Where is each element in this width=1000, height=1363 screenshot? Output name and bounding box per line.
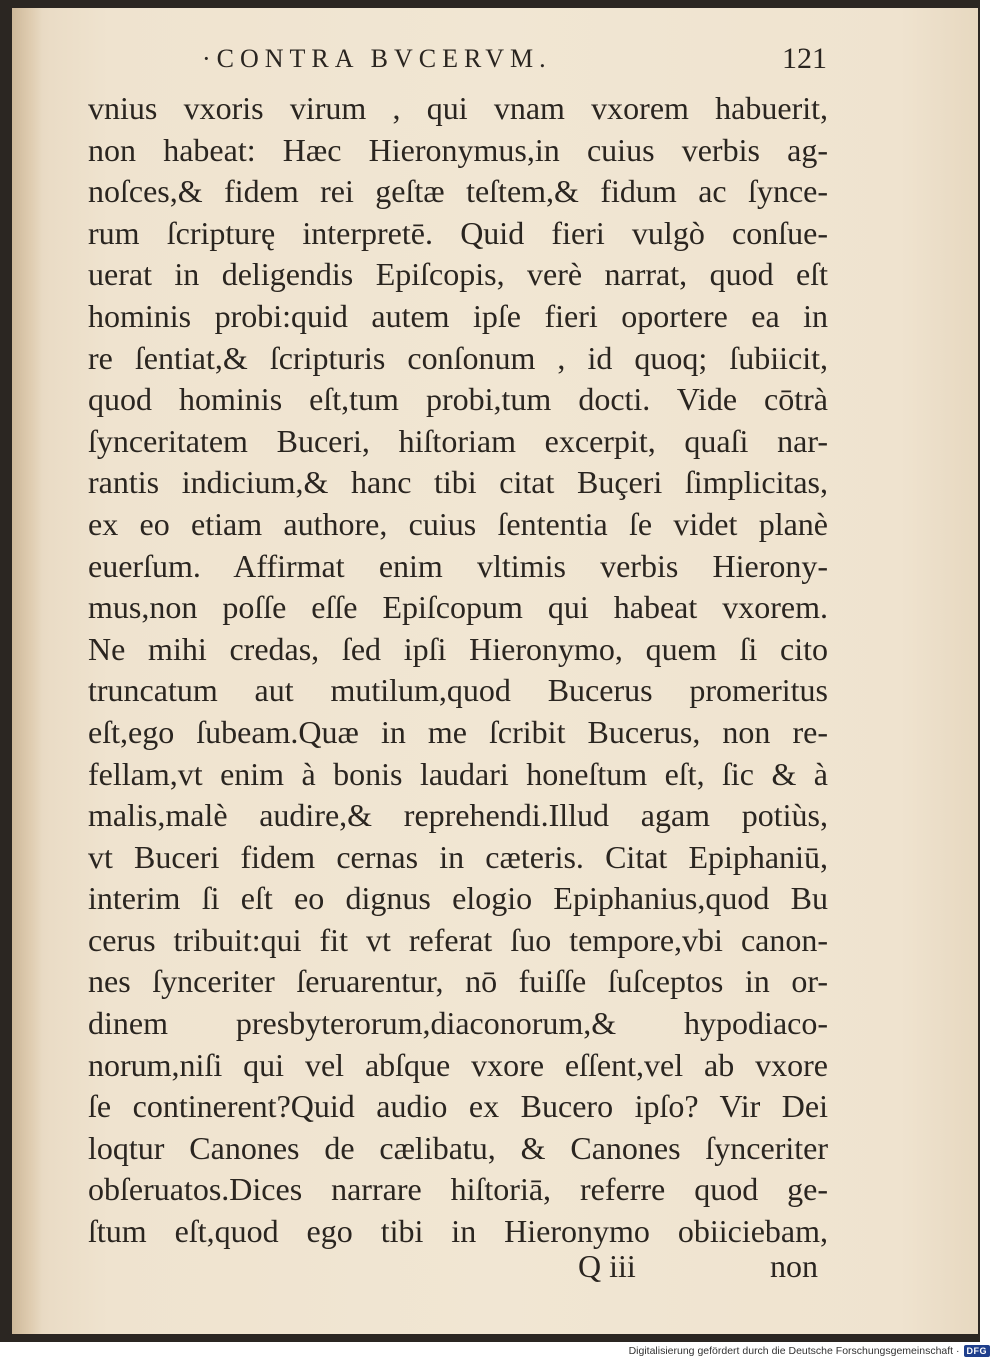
text-line: rum ſcripturę interpretē. Quid fieri vulgò conſue- [88,214,828,251]
text-line: eſt,ego ſubeam.Quæ in me ſcribit Bucerus, non re- [88,713,828,750]
text-line: euerſum. Affirmat enim vltimis verbis Hierony- [88,547,828,584]
text-line: loqtur Canones de cælibatu, & Canones ſynceriter [88,1129,828,1166]
text-line: obſeruatos.Dices narrare hiſtoriā, referre quod ge- [88,1171,828,1208]
text-line: ſynceritatem Buceri, hiſtoriam excerpit, quaſi nar- [88,422,828,459]
page-footer [88,1248,828,1290]
text-line: cerus tribuit:qui fit vt referat ſuo tempore,vbi canon- [88,921,828,958]
page-gutter-shadow [12,8,42,1334]
text-line: interim ſi eſt eo dignus elogio Epiphanius,quod Bu [88,880,828,917]
text-line: dinem presbyterorum,diaconorum,& hypodiaco- [88,1005,828,1042]
text-line: re ſentiat,& ſcripturis conſonum , id quoq; ſubiicit, [88,339,828,376]
text-line: ex eo etiam authore, cuius ſententia ſe videt planè [88,505,828,542]
text-line: non habeat: Hæc Hieronymus,in cuius verbis ag- [88,131,828,168]
catchword: non [770,1248,818,1284]
signature-mark: Q iii [578,1248,636,1284]
page-header [12,42,978,82]
text-line: noſces,& fidem rei geſtæ teſtem,& fidum ac ſynce- [88,173,828,210]
text-line: quod hominis eſt,tum probi,tum docti. Vide cōtrà [88,381,828,418]
text-line: mus,non poſſe eſſe Epiſcopum qui habeat vxorem. [88,589,828,626]
body-text [88,88,828,1253]
text-line: fellam,vt enim à bonis laudari honeſtum eſt, ſic & à [88,755,828,792]
running-head: ·CONTRA BVCERVM. [202,44,552,73]
text-line: vt Buceri fidem cernas in cæteris. Citat Epiphaniū, [88,838,828,875]
text-line: vnius vxoris virum , qui vnam vxorem habuerit, [88,90,828,126]
text-line: uerat in deligendis Epiſcopis, verè narrat, quod eſt [88,256,828,293]
text-line: Ne mihi credas, ſed ipſi Hieronymo, quem ſi cito [88,630,828,667]
text-line: norum,niſi qui vel abſque vxore eſſent,vel ab vxore [88,1046,828,1083]
text-line: rantis indicium,& hanc tibi citat Buçeri ſimplicitas, [88,464,828,501]
book-page [12,8,978,1334]
text-line: nes ſynceriter ſeruarentur, nō fuiſſe ſuſceptos in or- [88,963,828,1000]
credit-text: Digitalisierung gefördert durch die Deutsche Forschungsgemeinschaft · [628,1345,960,1357]
text-line: ſe continerent?Quid audio ex Bucero ipſo? Vir Dei [88,1088,828,1125]
digitization-credit [629,1345,990,1357]
text-line: ſtum eſt,quod ego tibi in Hieronymo obiiciebam, [88,1213,828,1250]
dfg-logo-icon: DFG [964,1345,991,1357]
page-number: 121 [782,42,827,75]
text-line: truncatum aut mutilum,quod Bucerus promeritus [88,672,828,709]
text-line: malis,malè audire,& reprehendi.Illud agam potiùs, [88,797,828,834]
text-line: hominis probi:quid autem ipſe fieri oportere ea in [88,297,828,334]
